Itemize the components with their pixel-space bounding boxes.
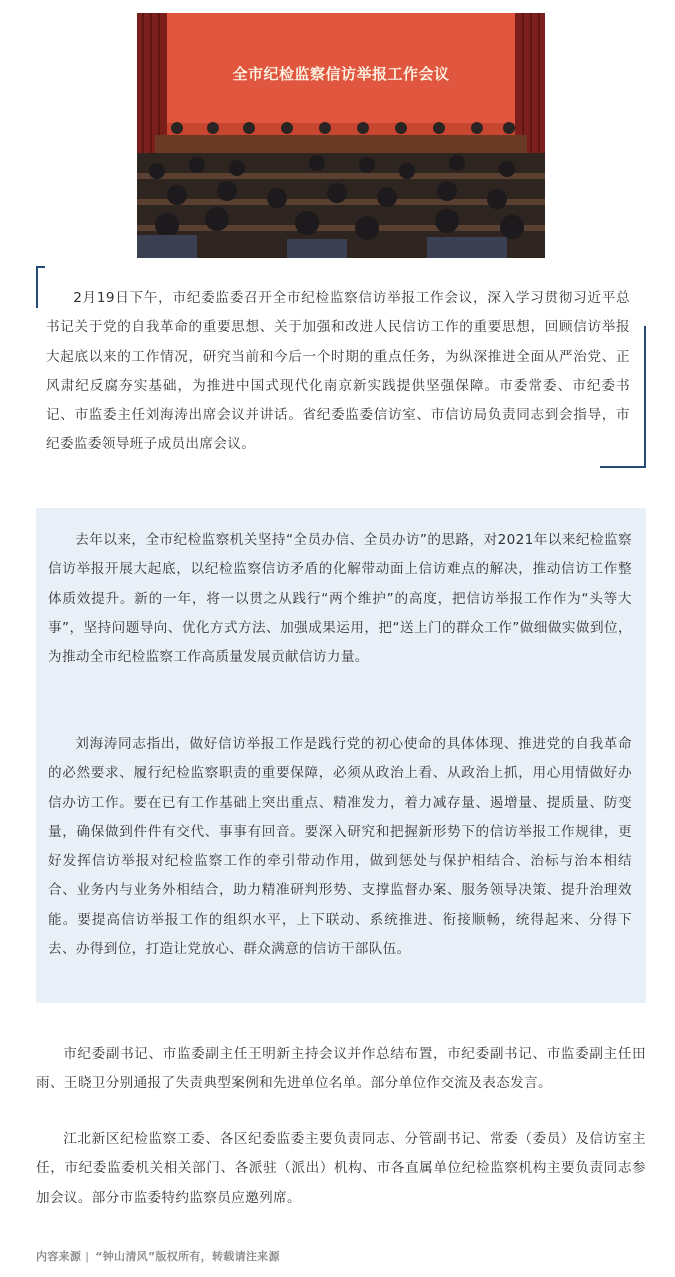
meeting-photo <box>137 13 545 258</box>
copyright-text: “钟山清风”版权所有，转载请注来源 <box>95 1250 280 1263</box>
meeting-hall-illustration <box>137 13 545 258</box>
source-footer <box>36 1248 280 1264</box>
source-label: 内容来源 <box>36 1250 82 1263</box>
box-paragraph-2: 刘海涛同志指出，做好信访举报工作是践行党的初心使命的具体体现、推进党的自我革命的必然要求、履行纪检监察职责的重要保障，必须从政治上看、从政治上抓，用心用情做好办信办访工作。要在已有工作基础上突出重点、精准发力，着力减存量、遏增量、提质量、防变量，确保做到件件有交代、事事有回音。要深入研究和把握新形势下的信访举报工作规律，更好发挥信访举报对纪检监察工作的牵引带动作用，做到惩处与保护相结合、治标与治本相结合、业务内与业务外相结合，助力精准研判形势、支撑监督办案、服务领导决策、提升治理效能。要提高信访举报工作的组织水平，上下联动、系统推进、衔接顺畅，统得起来、分得下去、办得到位，打造让党放心、群众满意的信访干部队伍。 <box>48 736 632 958</box>
intro-paragraph: 2月19日下午，市纪委监委召开全市纪检监察信访举报工作会议，深入学习贯彻习近平总书记关于党的自我革命的重要思想、关于加强和改进人民信访工作的重要思想，回顾信访举报大起底以来的工作情况，研究当前和今后一个时期的重点任务，为纵深推进全面从严治党、正风肃纪反腐夯实基础，为推进中国式现代化南京新实践提供坚强保障。市委常委、市纪委书记、市监委主任刘海涛出席会议并讲话。省纪委监委信访室、市信访局负责同志到会指导，市纪委监委领导班子成员出席会议。 <box>46 290 630 453</box>
box-paragraph-1: 去年以来，全市纪检监察机关坚持“全员办信、全员办访”的思路，对2021年以来纪检监察信访举报开展大起底，以纪检监察信访矛盾的化解带动面上信访难点的解决，推动信访工作整体质效提升。新的一年，将一以贯之从践行“两个维护”的高度，把信访举报工作作为“头等大事”，坚持问题导向、优化方式方法、加强成果运用，把“送上门的群众工作”做细做实做到位，为推动全市纪检监察工作高质量发展贡献信访力量。 <box>48 532 632 666</box>
paragraph-3: 市纪委副书记、市监委副主任王明新主持会议并作总结布置，市纪委副书记、市监委副主任田雨、王晓卫分别通报了失责典型案例和先进单位名单。部分单位作交流及表态发言。 <box>36 1046 646 1092</box>
banner-title: 全市纪检监察信访举报工作会议 <box>232 65 450 83</box>
frame-corner-top-left <box>36 266 45 308</box>
source-separator: | <box>85 1250 90 1263</box>
paragraph-4: 江北新区纪检监察工委、各区纪委监委主要负责同志、分管副书记、常委（委员）及信访室主任，市纪委监委机关相关部门、各派驻（派出）机构、市各直属单位纪检监察机构主要负责同志参加会议。部分市监委特约监察员应邀列席。 <box>36 1131 646 1206</box>
